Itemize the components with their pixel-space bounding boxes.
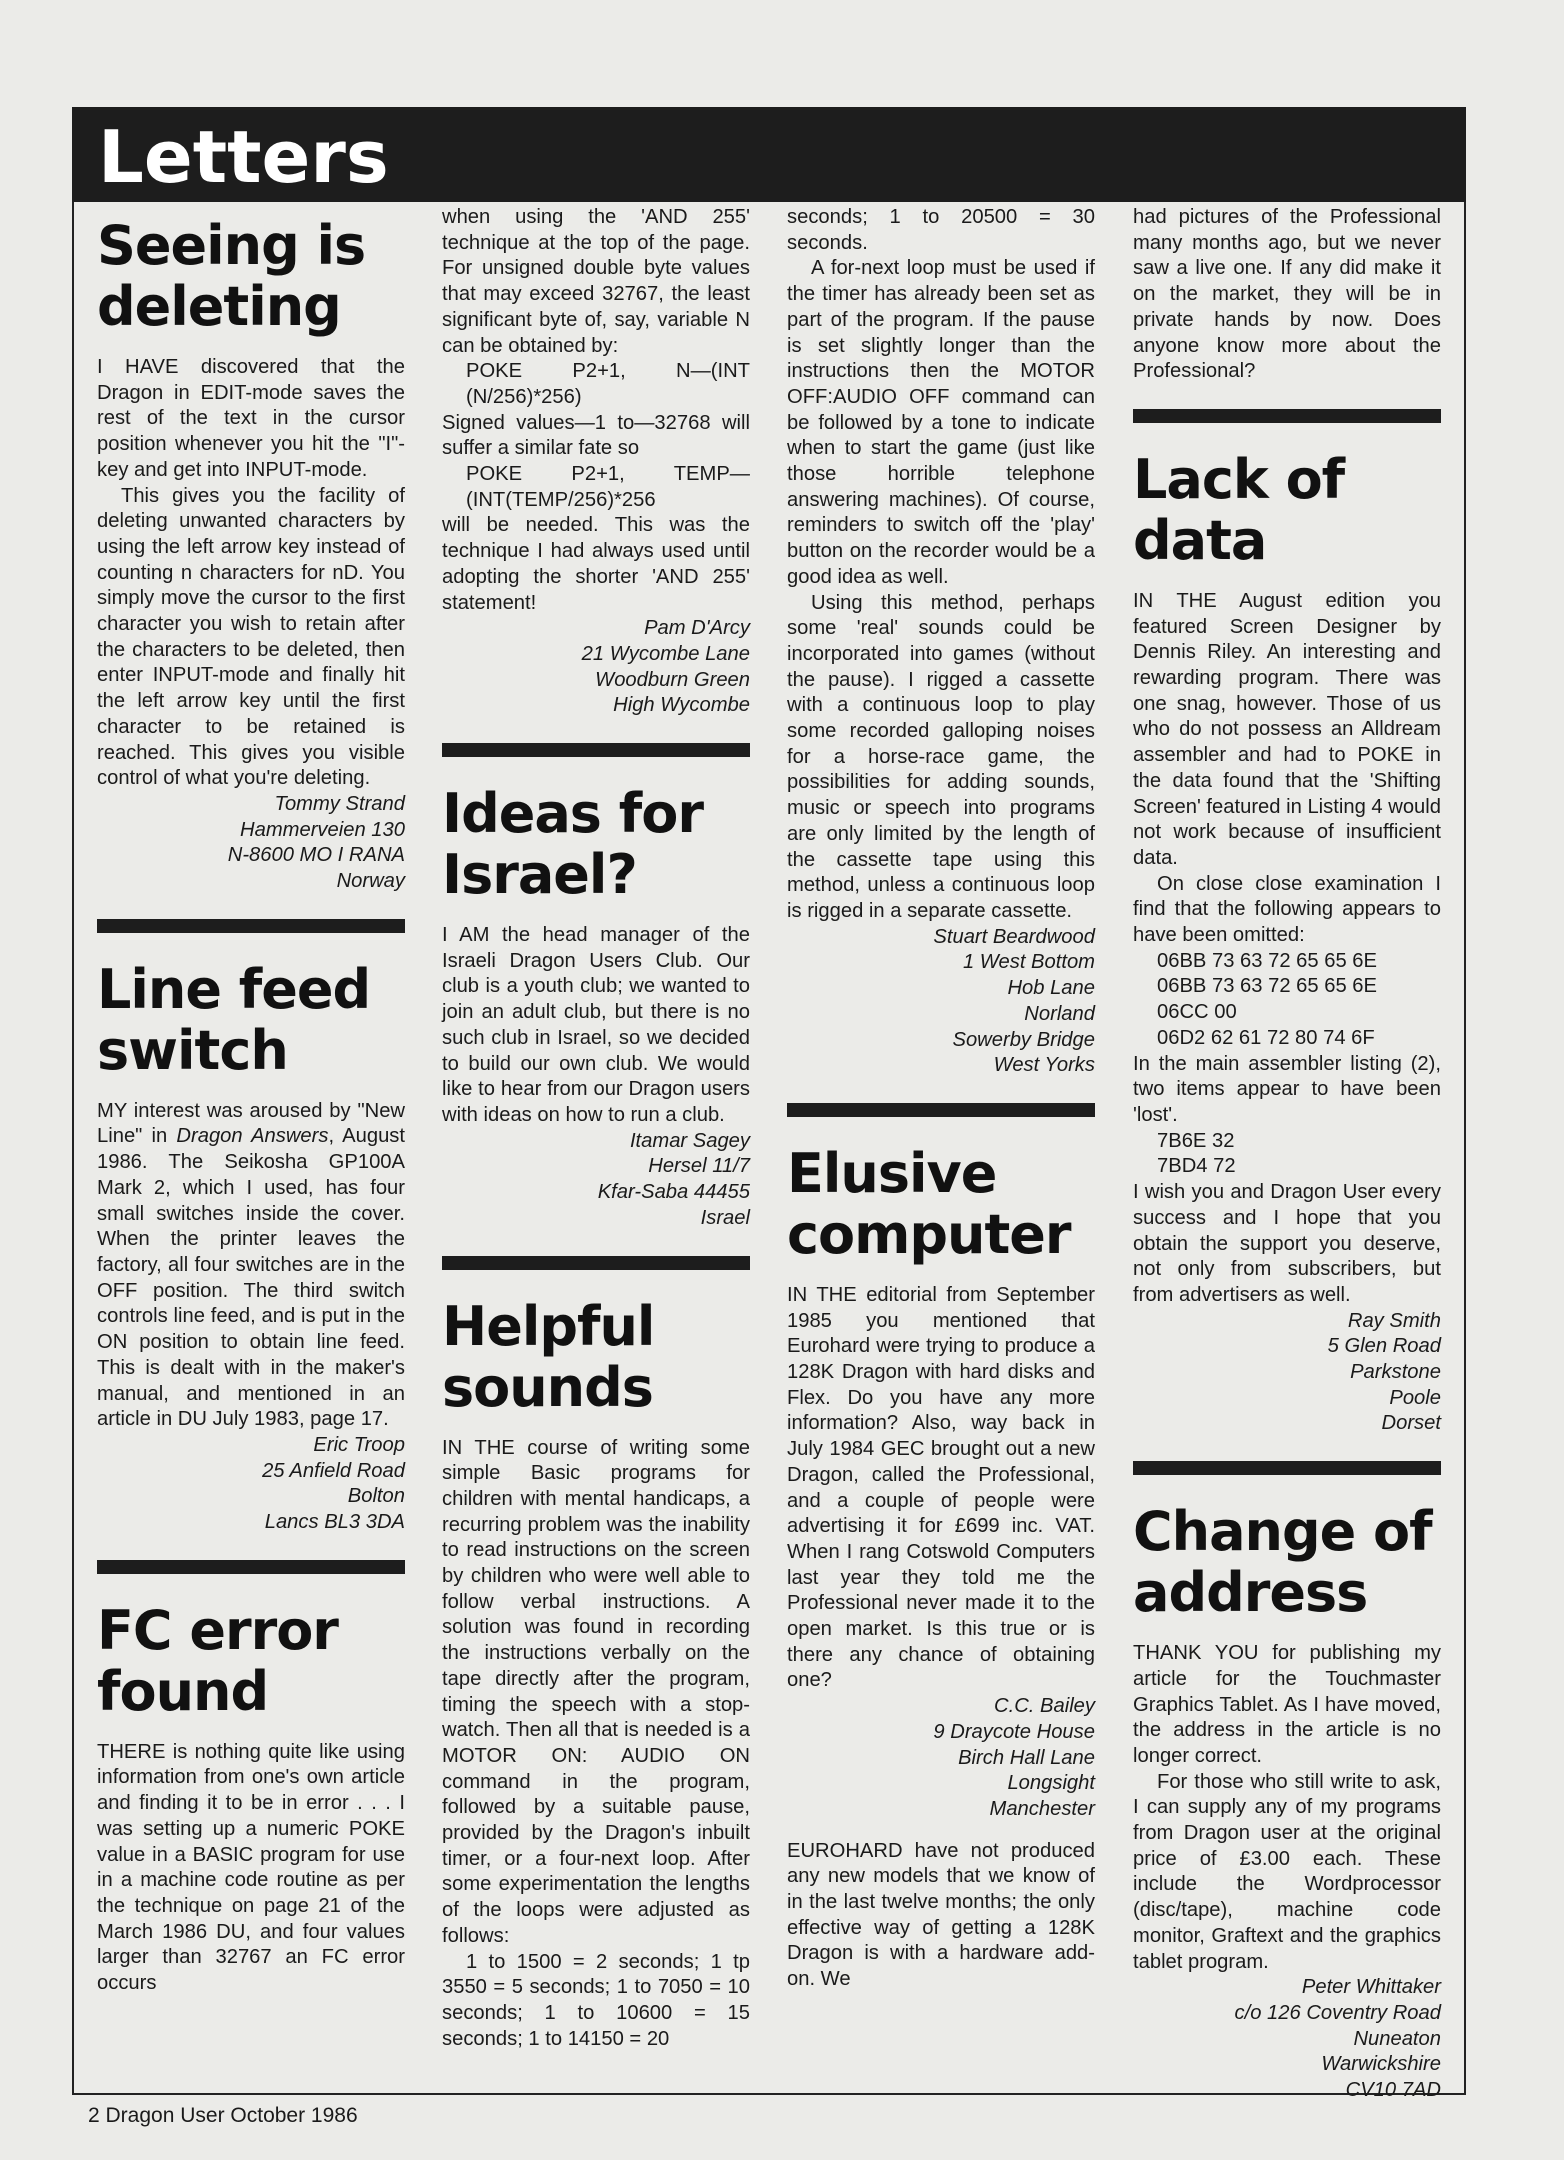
section-rule [787,1103,1095,1117]
section-rule [97,919,405,933]
letter-body: IN THE August edition you featured Screen Designer by Dennis Riley. An interesting and rewarding program. There was one snag, however. Those of us who do not possess an Alldream assembler and had to POKE in the data found that the 'Shifting Screen' featured in Listing 4 would not work because of insufficient data. [1133,589,1441,869]
page-title: Letters [98,115,389,199]
letter-body: In the main assembler listing (2), two items appear to have been 'lost'. [1133,1052,1441,1126]
headline-ideas-for-israel: Ideas for Israel? [442,782,703,907]
letter-body: THANK YOU for publishing my article for the Touchmaster Graphics Tablet. As I have moved, the address in the article is no longer correct. [1133,1642,1441,1767]
letter-body: THERE is nothing quite like using information from one's own article and finding it to be in error . . . I was setting up a numeric POKE value in a BASIC program for use in a machine code routine as per the technique on page 21 of the March 1986 DU, and four values larger than 32767 an FC error occurs [97,1740,405,1995]
column-4 [1133,205,1441,2102]
hex-listing: 7B6E 32 7BD4 72 [1157,1129,1236,1178]
code-line: POKE P2+1, N—(INT (N/256)*256) [466,360,750,408]
headline-lack-of-data: Lack of data [1133,447,1345,572]
letter-body: On close close examination I find that the following appears to have been omitted: [1133,872,1441,947]
headline-seeing-is-deleting: Seeing is deleting [97,214,366,338]
headline-change-of-address: Change of address [1133,1500,1432,1625]
letter-body: will be needed. This was the technique I had always used until adopting the shorter 'AND 255' statement! [442,514,750,614]
headline-helpful-sounds: Helpful sounds [442,1294,655,1419]
signature: C.C. Bailey 9 Draycote House Birch Hall Lane Longsight Manchester [933,1695,1095,1820]
letter-body: MY interest was aroused by "New Line" in Dragon Answers, August 1986. The Seikosha GP100A Mark 2, which I used, has four small switches inside the cover. When the printer leaves the factory, all four switches are in the OFF position. The third switch controls line feed, and is put in the ON position to obtain line feed. This is dealt with in the maker's manual, and mentioned in an article in DU July 1983, page 17. [97,1099,406,1431]
code-line: POKE P2+1, TEMP—(INT(TEMP/256)*256 [466,463,750,511]
letter-body: This gives you the facility of deleting unwanted characters by using the left arrow key instead of counting n characters for nD. You simply move the cursor to the first character you wish to retain after the characters to be deleted, then enter INPUT-mode and finally hit the left arrow key until the first character to be retained is reached. This gives you visible control of what you're deleting. [97,484,405,790]
headline-line-feed-switch: Line feed switch [97,957,371,1082]
column-2 [442,205,750,2075]
letter-body: 1 to 1500 = 2 seconds; 1 tp 3550 = 5 seconds; 1 to 7050 = 10 seconds; 1 to 10600 = 15 seconds; 1 to 14150 = 20 [442,1950,750,2050]
letter-body: Signed values—1 to—32768 will suffer a similar fate so [442,411,750,460]
section-rule [97,1560,405,1574]
signature: Tommy Strand Hammerveien 130 N-8600 MO I RANA Norway [227,792,405,893]
letter-body: when using the 'AND 255' technique at the top of the page. For unsigned double byte values that may exceed 32767, the least significant byte of, say, variable N can be obtained by: [442,206,750,357]
editor-reply: EUROHARD have not produced any new models that we know of in the last twelve months; the only effective way of getting a 128K Dragon is with a hardware add-on. We [787,1839,1095,1991]
section-rule [1133,1461,1441,1475]
section-rule [442,743,750,757]
letter-body: I wish you and Dragon User every success and I hope that you obtain the support you deserve, not only from subscribers, but from advertisers as well. [1133,1181,1441,1306]
column-1 [97,205,405,2075]
letter-body: For those who still write to ask, I can supply any of my programs from Dragon user at the original price of £3.00 each. These include the Wordprocessor (disc/tape), machine code monitor, Graftext and the graphics tablet program. [1133,1770,1441,1973]
section-rule [1133,409,1441,423]
letter-body: I HAVE discovered that the Dragon in EDIT-mode saves the rest of the text in the cursor position whenever you hit the "I"-key and get into INPUT-mode. [97,356,405,481]
editor-reply: had pictures of the Professional many months ago, but we never saw a live one. If any did make it on the market, they will be in private hands by now. Does anyone know more about the Professional? [1133,206,1441,383]
headline-elusive-computer: Elusive computer [787,1141,1071,1266]
signature: Eric Troop 25 Anfield Road Bolton Lancs BL3 3DA [262,1433,405,1534]
column-3 [787,205,1095,2075]
masthead [72,107,1466,202]
letter-body: IN THE course of writing some simple Basic programs for children with mental handicaps, a recurring problem was the inability to read instructions on the screen by children who were well able to follow verbal instructions. A solution was found in recording the instructions verbally on the tape directly after the program, timing the speech with a stop-watch. Then all that is needed is a MOTOR ON: AUDIO ON command in the program, followed by a suitable pause, provided by the Dragon's inbuilt timer, or a four-next loop. After some experimentation the lengths of the loops were adjusted as follows: [442,1436,750,1947]
signature: Ray Smith 5 Glen Road Parkstone Poole Dorset [1327,1309,1441,1435]
letter-body: seconds; 1 to 20500 = 30 seconds. [787,206,1095,254]
signature: Itamar Sagey Hersel 11/7 Kfar-Saba 44455 Israel [597,1129,750,1229]
page-footer: 2 Dragon User October 1986 [88,2104,358,2127]
letter-body: IN THE editorial from September 1985 you mentioned that Eurohard were trying to produce a 128K Dragon with hard disks and Flex. Do you have any more information? Also, way back in July 1984 GEC brought out a new Dragon, called the Professional, and a couple of people were advertising it for £699 inc. VAT. When I rang Cotswold Computers last year they told me the Professional never made it to the open market. Is this true or is there any chance of obtaining one? [787,1283,1095,1692]
signature: Pam D'Arcy 21 Wycombe Lane Woodburn Green High Wycombe [581,617,750,717]
signature: Stuart Beardwood 1 West Bottom Hob Lane Norland Sowerby Bridge West Yorks [933,925,1095,1077]
letter-body: I AM the head manager of the Israeli Dragon Users Club. Our club is a youth club; we wanted to join an adult club, but there is no such club in Israel, so we decided to build our own club. We would like to hear from our Dragon users with ideas on how to run a club. [442,924,750,1126]
letter-body: A for-next loop must be used if the timer has already been set as part of the program. If the pause is set slightly longer than the instructions then the MOTOR OFF:AUDIO OFF command can be followed by a tone to indicate when to start the game (just like those horrible telephone answering machines). Of course, reminders to switch off the 'play' button on the recorder would be a good idea as well. [787,257,1095,588]
letter-body: Using this method, perhaps some 'real' sounds could be incorporated into games (without the pause). I rigged a cassette with a continuous loop to play some recorded galloping noises for a horse-race game, the possibilities for adding sounds, music or speech into programs are only limited by the length of the cassette tape using this method, unless a continuous loop is rigged in a separate cassette. [787,591,1095,922]
hex-listing: 06BB 73 63 72 65 65 6E 06BB 73 63 72 65 65 6E 06CC 00 06D2 62 61 72 80 74 6F [1157,949,1378,1049]
headline-fc-error-found: FC error found [97,1598,338,1723]
section-rule [442,1256,750,1270]
signature: Peter Whittaker c/o 126 Coventry Road Nuneaton Warwickshire CV10 7AD [1234,1976,1441,2102]
